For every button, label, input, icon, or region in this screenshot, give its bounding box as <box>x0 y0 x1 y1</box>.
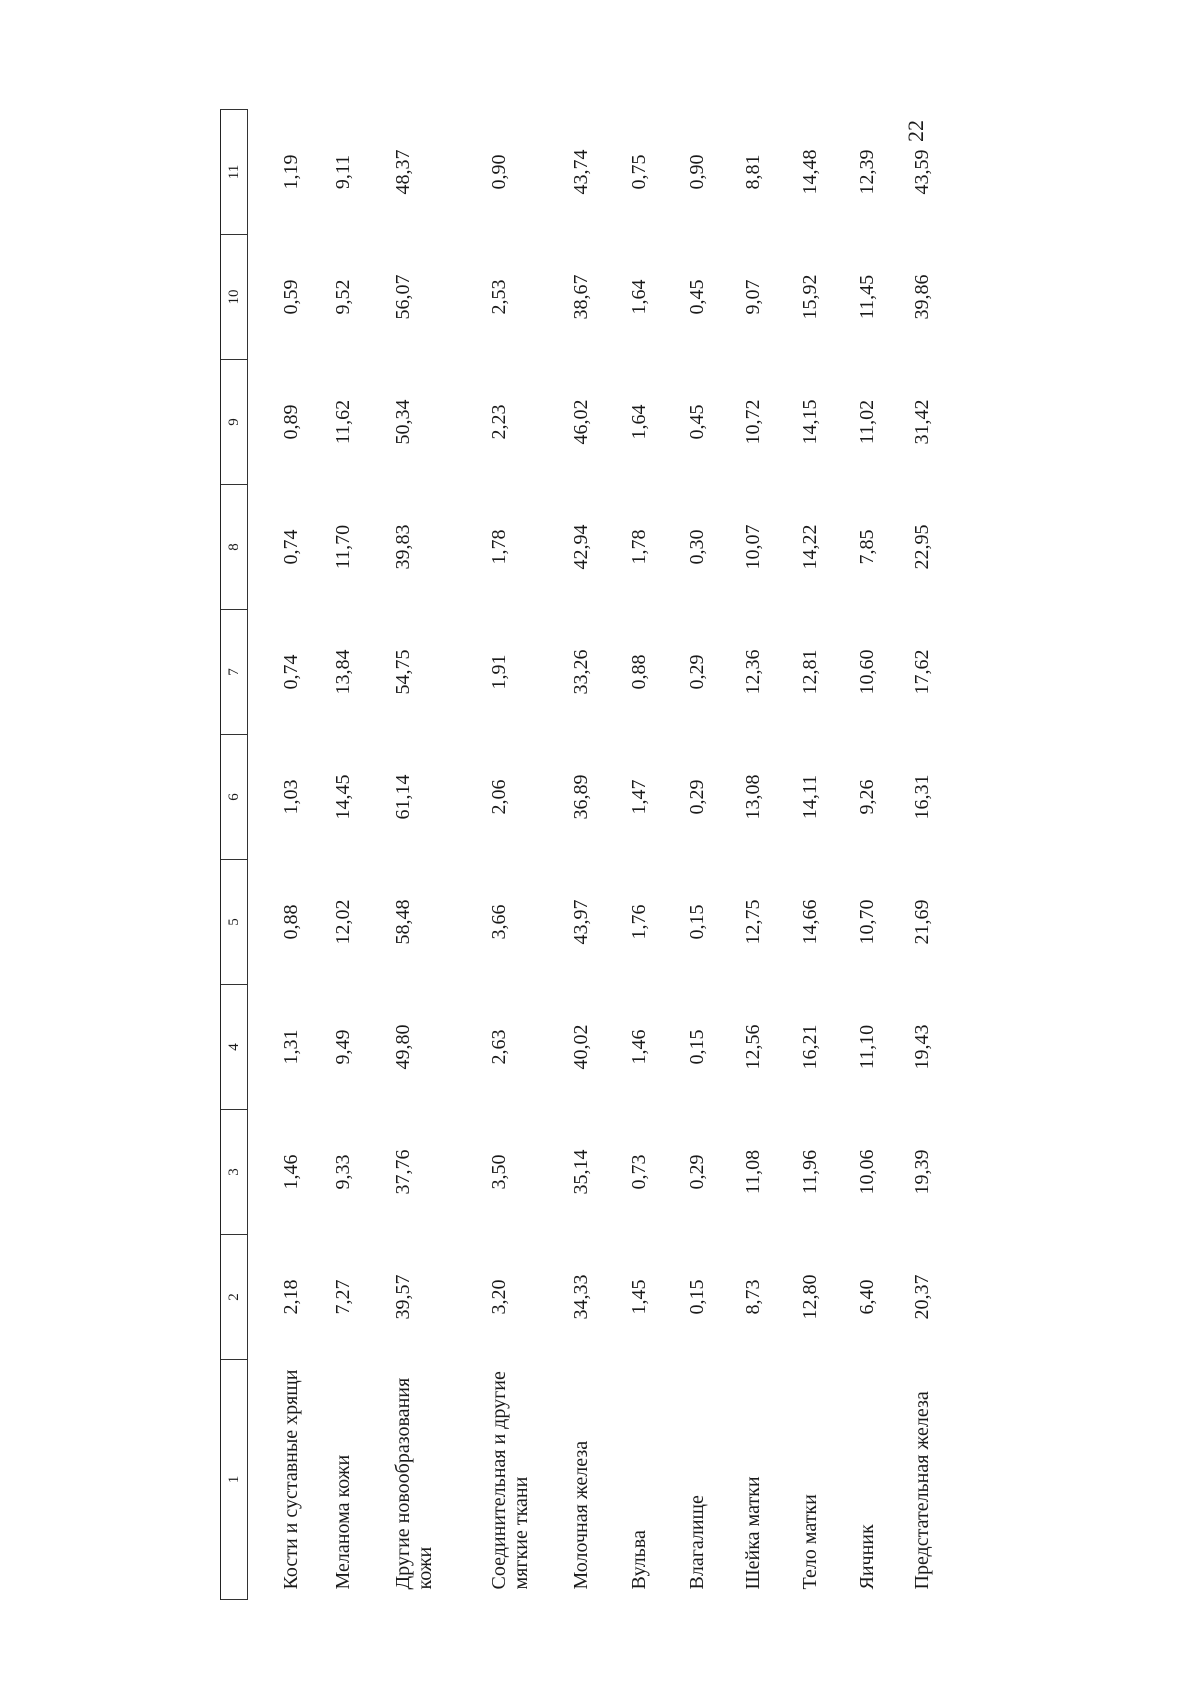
table-cell: 33,26 <box>570 649 592 695</box>
table-cell: 54,75 <box>392 649 414 695</box>
table-cell: 1,64 <box>628 404 650 440</box>
table-cell: 0,15 <box>686 1029 708 1065</box>
table-row <box>332 110 392 1600</box>
table-cell: 39,57 <box>392 1274 414 1320</box>
table-cell: 0,29 <box>686 779 708 815</box>
table-cell: 0,90 <box>686 154 708 190</box>
table-cell: 10,06 <box>856 1149 878 1195</box>
table-cell: 42,94 <box>570 524 592 570</box>
table-cell: 1,19 <box>280 154 302 190</box>
table-cell: 0,45 <box>686 404 708 440</box>
table-cell: 0,90 <box>488 154 510 190</box>
table-row <box>488 110 570 1600</box>
column-header: 2 <box>221 1235 248 1360</box>
row-label: Влагалище <box>686 1495 708 1590</box>
table-cell: 3,66 <box>488 904 510 940</box>
table-cell: 21,69 <box>911 899 933 945</box>
table-cell: 50,34 <box>392 399 414 445</box>
table-row <box>742 110 799 1600</box>
table-row <box>911 110 971 1600</box>
table-cell: 1,31 <box>280 1029 302 1065</box>
row-label: Вульва <box>628 1530 650 1590</box>
table-cell: 31,42 <box>911 399 933 445</box>
table-cell: 10,07 <box>742 524 764 570</box>
table-cell: 49,80 <box>392 1024 414 1070</box>
table-cell: 10,70 <box>856 899 878 945</box>
table-cell: 2,06 <box>488 779 510 815</box>
table-body <box>248 110 972 1600</box>
table-cell: 14,45 <box>332 774 354 820</box>
table-cell: 14,15 <box>799 399 821 445</box>
table-cell: 16,21 <box>799 1024 821 1070</box>
table-cell: 9,33 <box>332 1154 354 1190</box>
table-cell: 0,74 <box>280 654 302 690</box>
table-row <box>628 110 686 1600</box>
row-label: Меланома кожи <box>332 1454 354 1590</box>
table-cell: 11,08 <box>742 1149 764 1195</box>
table-cell: 13,84 <box>332 649 354 695</box>
table-cell: 1,47 <box>628 779 650 815</box>
table-cell: 11,70 <box>332 524 354 570</box>
column-header: 5 <box>221 860 248 985</box>
table-cell: 12,36 <box>742 649 764 695</box>
table-cell: 8,73 <box>742 1279 764 1315</box>
table-cell: 2,63 <box>488 1029 510 1065</box>
table-row <box>799 110 856 1600</box>
table-row <box>248 110 333 1600</box>
table-cell: 0,29 <box>686 1154 708 1190</box>
table-cell: 9,07 <box>742 279 764 315</box>
table-cell: 1,46 <box>628 1029 650 1065</box>
table-cell: 39,83 <box>392 524 414 570</box>
row-label: Предстательная железа <box>911 1391 933 1590</box>
column-header: 9 <box>221 360 248 485</box>
row-label: Кости и суставные хрящи <box>280 1369 302 1590</box>
table-cell: 8,81 <box>742 154 764 190</box>
table-cell: 1,64 <box>628 279 650 315</box>
table-cell: 0,88 <box>628 654 650 690</box>
table-header-row <box>221 110 248 1600</box>
column-header: 7 <box>221 610 248 735</box>
table-cell: 11,62 <box>332 399 354 445</box>
table-cell: 12,75 <box>742 899 764 945</box>
table-cell: 9,26 <box>856 779 878 815</box>
row-label: Другие новообразования кожи <box>392 1377 436 1590</box>
table-cell: 3,50 <box>488 1154 510 1190</box>
table-cell: 9,49 <box>332 1029 354 1065</box>
table-cell: 6,40 <box>856 1279 878 1315</box>
column-header: 11 <box>221 110 248 235</box>
table-cell: 2,53 <box>488 279 510 315</box>
row-label: Соединительная и другие мягкие ткани <box>488 1371 532 1590</box>
row-label: Тело матки <box>799 1494 821 1590</box>
table-cell: 10,72 <box>742 399 764 445</box>
table-cell: 1,76 <box>628 904 650 940</box>
table-cell: 19,43 <box>911 1024 933 1070</box>
table-cell: 43,97 <box>570 899 592 945</box>
table-cell: 0,45 <box>686 279 708 315</box>
row-label: Шейка матки <box>742 1476 764 1590</box>
table-cell: 0,59 <box>280 279 302 315</box>
table-cell: 9,52 <box>332 279 354 315</box>
table-cell: 1,78 <box>628 529 650 565</box>
table-cell: 10,60 <box>856 649 878 695</box>
table-cell: 2,23 <box>488 404 510 440</box>
table-cell: 0,15 <box>686 1279 708 1315</box>
table-cell: 2,18 <box>280 1279 302 1315</box>
row-label: Яичник <box>856 1524 878 1590</box>
table-row <box>686 110 742 1600</box>
table-cell: 14,11 <box>799 774 821 820</box>
table-cell: 0,75 <box>628 154 650 190</box>
table-cell: 1,03 <box>280 779 302 815</box>
table-cell: 0,73 <box>628 1154 650 1190</box>
table-row <box>856 110 911 1600</box>
table-cell: 19,39 <box>911 1149 933 1195</box>
table-cell: 11,45 <box>856 274 878 320</box>
table-cell: 35,14 <box>570 1149 592 1195</box>
table-cell: 56,07 <box>392 274 414 320</box>
table-cell: 7,27 <box>332 1279 354 1315</box>
table-cell: 40,02 <box>570 1024 592 1070</box>
table-cell: 16,31 <box>911 774 933 820</box>
table-cell: 43,74 <box>570 149 592 195</box>
page-number: 22 <box>903 120 928 142</box>
table-cell: 46,02 <box>570 399 592 445</box>
table-cell: 0,74 <box>280 529 302 565</box>
table-cell: 38,67 <box>570 274 592 320</box>
table-cell: 20,37 <box>911 1274 933 1320</box>
table-cell: 7,85 <box>856 529 878 565</box>
row-label: Молочная железа <box>570 1440 592 1590</box>
table-cell: 0,89 <box>280 404 302 440</box>
table-cell: 12,02 <box>332 899 354 945</box>
table-cell: 43,59 <box>911 149 933 195</box>
table-cell: 1,78 <box>488 529 510 565</box>
table-cell: 22,95 <box>911 524 933 570</box>
column-header: 4 <box>221 985 248 1110</box>
table-cell: 3,20 <box>488 1279 510 1315</box>
table-cell: 12,80 <box>799 1274 821 1320</box>
table-cell: 0,30 <box>686 529 708 565</box>
table-cell: 15,92 <box>799 274 821 320</box>
table-cell: 12,56 <box>742 1024 764 1070</box>
table-cell: 61,14 <box>392 774 414 820</box>
table-cell: 1,45 <box>628 1279 650 1315</box>
table-cell: 13,08 <box>742 774 764 820</box>
table-row <box>392 110 488 1600</box>
table-cell: 39,86 <box>911 274 933 320</box>
table-cell: 9,11 <box>332 154 354 190</box>
table-cell: 37,76 <box>392 1149 414 1195</box>
table-row <box>570 110 628 1600</box>
statistics-table <box>220 109 971 1600</box>
table-cell: 0,15 <box>686 904 708 940</box>
table-cell: 11,10 <box>856 1024 878 1070</box>
table-cell: 58,48 <box>392 899 414 945</box>
table-cell: 12,39 <box>856 149 878 195</box>
column-header: 3 <box>221 1110 248 1235</box>
table-cell: 14,22 <box>799 524 821 570</box>
table-cell: 12,81 <box>799 649 821 695</box>
table-cell: 14,66 <box>799 899 821 945</box>
column-header: 8 <box>221 485 248 610</box>
table-cell: 11,02 <box>856 399 878 445</box>
table-cell: 0,88 <box>280 904 302 940</box>
table-cell: 1,46 <box>280 1154 302 1190</box>
table-cell: 14,48 <box>799 149 821 195</box>
table-cell: 36,89 <box>570 774 592 820</box>
column-header: 10 <box>221 235 248 360</box>
rotated-table-container <box>220 110 1020 1600</box>
table-cell: 0,29 <box>686 654 708 690</box>
table-cell: 17,62 <box>911 649 933 695</box>
table-cell: 34,33 <box>570 1274 592 1320</box>
table-cell: 48,37 <box>392 149 414 195</box>
table-cell: 11,96 <box>799 1149 821 1195</box>
table-cell: 1,91 <box>488 654 510 690</box>
column-header: 6 <box>221 735 248 860</box>
column-header: 1 <box>221 1360 248 1600</box>
